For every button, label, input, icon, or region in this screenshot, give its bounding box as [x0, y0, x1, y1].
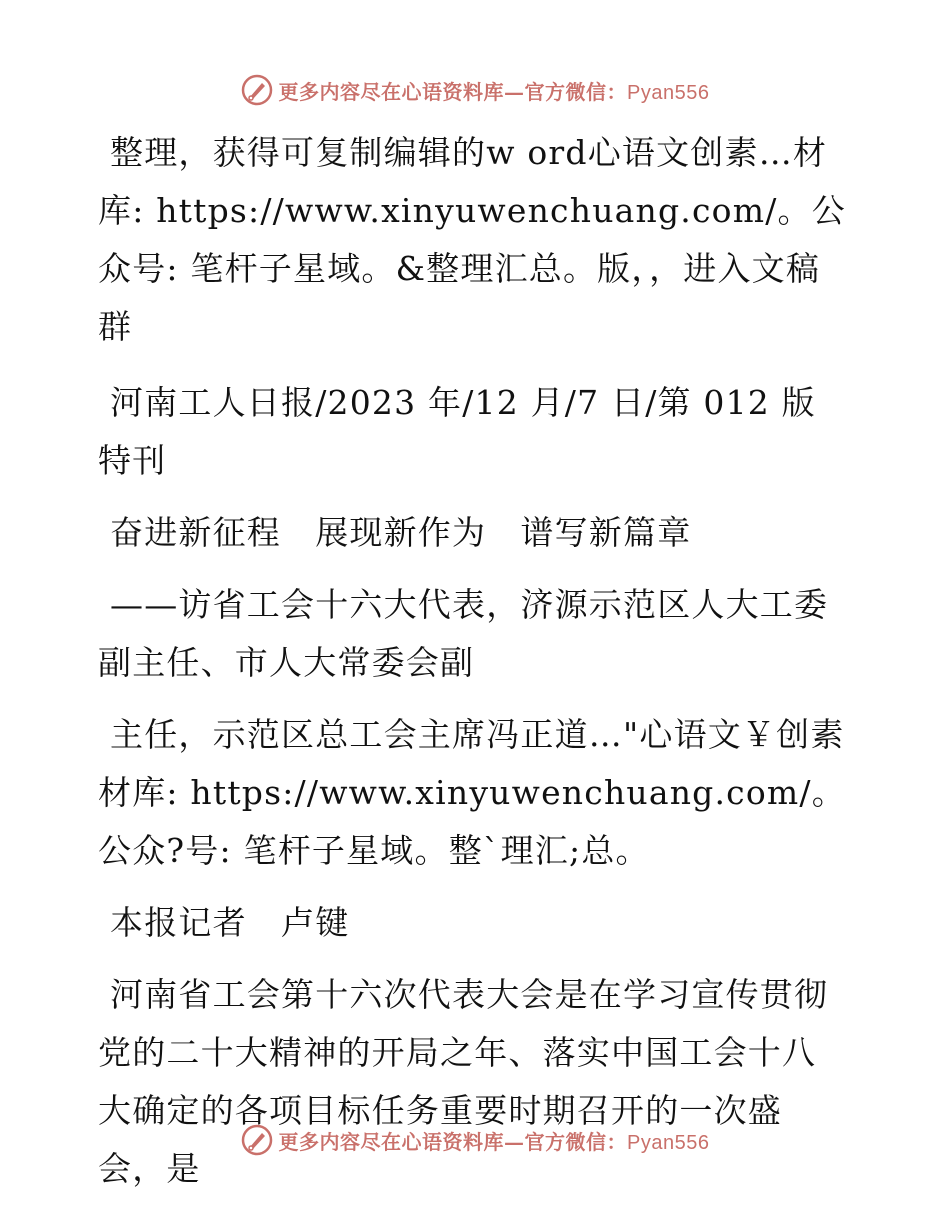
paragraph-byline: 本报记者 卢键: [110, 903, 350, 942]
paragraph-body: 河南省工会第十六次代表大会是在学习宣传贯彻党的二十大精神的开局之年、落实中国工会十八大确定的各项目标任务重要时期召开的一次盛会，是: [98, 975, 829, 1188]
header-watermark: [0, 70, 950, 110]
paragraph-source: 河南工人日报/2023 年/12 月/7 日/第 012 版特刊: [98, 383, 816, 480]
watermark-text: 更多内容尽在心语资料库—官方微信：Pyan556: [278, 79, 710, 104]
document-body: [98, 124, 850, 1198]
wechat-id: Pyan556: [627, 1131, 710, 1154]
pen-nib-icon: [241, 1124, 273, 1156]
watermark-text: 更多内容尽在心语资料库—官方微信：Pyan556: [278, 1129, 710, 1154]
wechat-id: Pyan556: [627, 81, 710, 104]
article-title: 奋进新征程 展现新作为 谱写新篇章: [110, 513, 692, 552]
footer-watermark: [0, 1120, 950, 1160]
paragraph-subtitle-cont: 主任，示范区总工会主席冯正道…"心语文￥创素材库: https://www.xinyuwenchuang.com/。公众?号: 笔杆子星域。整`理汇;总。: [98, 715, 846, 870]
article-subtitle: ——访省工会十六大代表，济源示范区人大工委副主任、市人大常委会副: [98, 585, 829, 682]
pen-nib-icon: [241, 74, 273, 106]
paragraph-intro: 整理，获得可复制编辑的w ord心语文创素…材库: https://www.xinyuwenchuang.com/。公众号: 笔杆子星域。&整理汇总。版，，进入文稿群: [98, 133, 846, 346]
